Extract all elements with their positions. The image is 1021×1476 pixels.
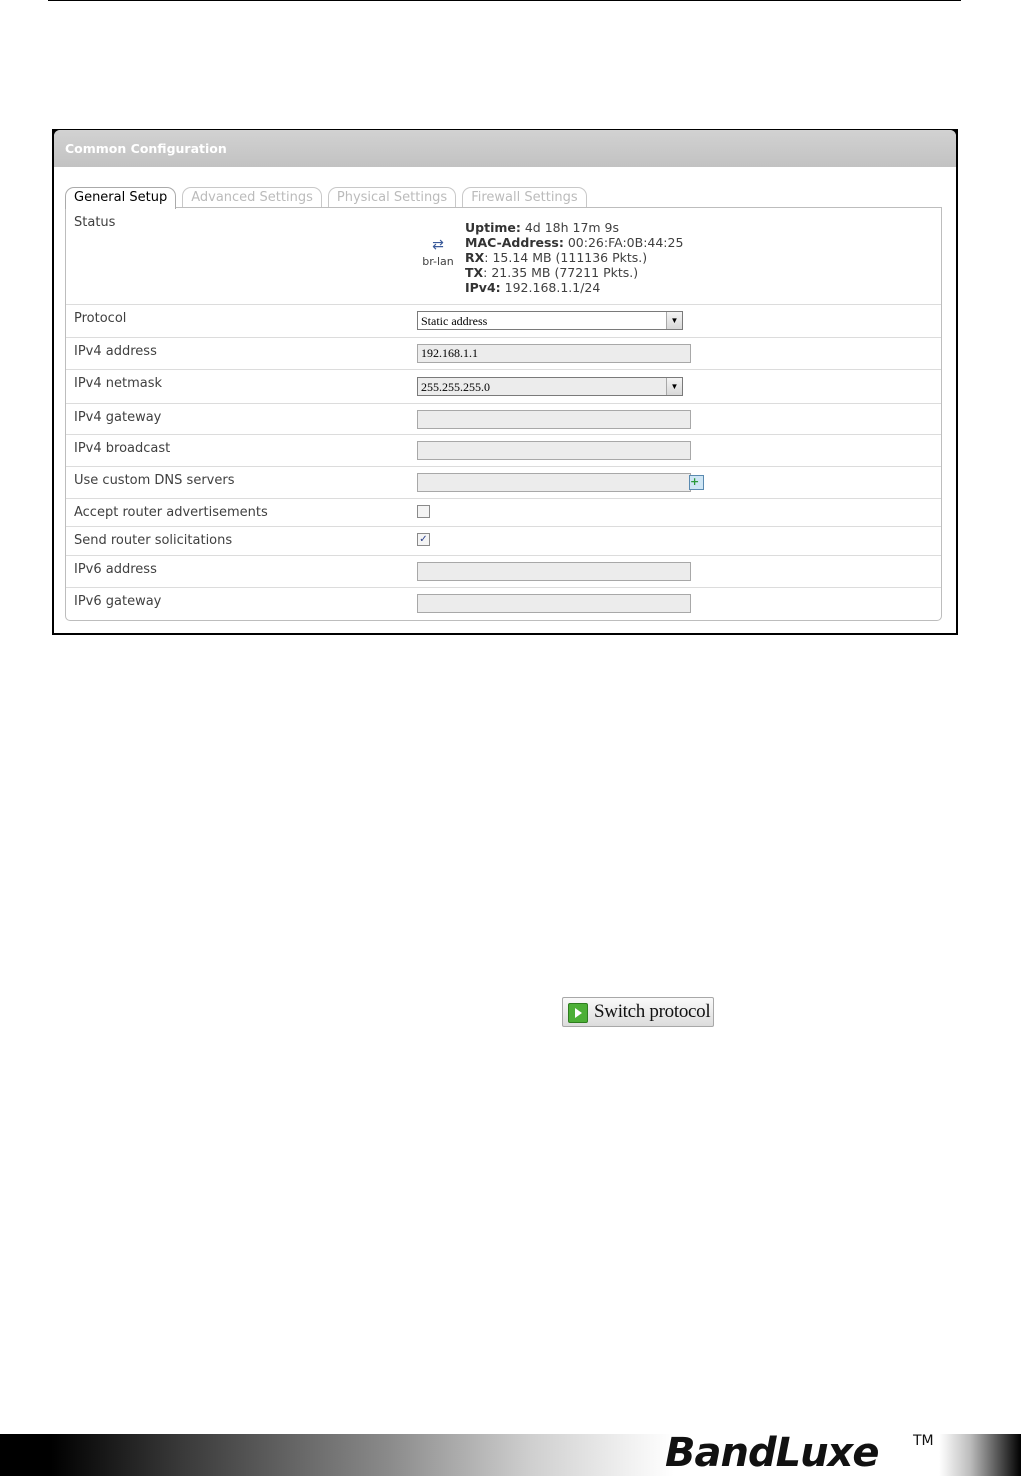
config-panel (54, 130, 956, 633)
ipv4-gateway-row (66, 404, 941, 435)
ipv4-address-row (66, 338, 941, 370)
status-label: Status (74, 215, 116, 230)
add-icon[interactable]: + (689, 475, 704, 490)
network-icon: ⇄ (432, 237, 444, 253)
ipv4-netmask-select[interactable] (417, 377, 683, 396)
ipv4-gateway-label: IPv4 gateway (74, 410, 162, 425)
ipv4-netmask-label: IPv4 netmask (74, 376, 163, 391)
ipv6-gateway-label: IPv6 gateway (74, 594, 162, 609)
interface-badge (417, 238, 459, 268)
send-rs-label: Send router solicitations (74, 533, 233, 548)
accept-ra-checkbox[interactable]: ☐ (417, 505, 430, 518)
send-rs-checkbox[interactable]: ✓ (417, 533, 430, 546)
rx-value: : 15.14 MB (111136 Pkts.) (484, 250, 648, 265)
ipv4-broadcast-input[interactable] (417, 441, 691, 460)
protocol-row (66, 305, 941, 338)
ipv4-netmask-value: 255.255.255.0 (421, 380, 490, 394)
protocol-label: Protocol (74, 311, 127, 326)
trademark-mark: TM (913, 1433, 934, 1449)
mac-value: 00:26:FA:0B:44:25 (567, 235, 684, 250)
protocol-value: Static address (421, 314, 488, 328)
ipv6-address-label: IPv6 address (74, 562, 157, 577)
interface-name: br-lan (422, 255, 454, 268)
status-row (66, 208, 941, 305)
ipv4-address-label: IPv4 address (74, 344, 157, 359)
general-setup-form (65, 207, 942, 621)
dns-label: Use custom DNS servers (74, 473, 235, 488)
top-rule (48, 0, 961, 1)
dns-input[interactable] (417, 473, 691, 492)
chevron-down-icon[interactable]: ▼ (666, 312, 682, 329)
tab-advanced-settings[interactable]: Advanced Settings (182, 187, 322, 208)
ipv4-broadcast-label: IPv4 broadcast (74, 441, 171, 456)
mac-label: MAC-Address: (465, 235, 564, 250)
ipv6-gateway-input[interactable] (417, 594, 691, 613)
switch-protocol-button[interactable] (562, 997, 714, 1027)
tx-value: : 21.35 MB (77211 Pkts.) (483, 265, 639, 280)
status-details (465, 220, 683, 295)
accept-ra-label: Accept router advertisements (74, 505, 268, 520)
ipv4-gateway-input[interactable] (417, 410, 691, 429)
panel-title: Common Configuration (54, 130, 956, 167)
tab-bar (65, 187, 587, 209)
tx-label: TX (465, 265, 484, 280)
uptime-value: 4d 18h 17m 9s (524, 220, 620, 235)
ipv4-broadcast-row (66, 435, 941, 467)
send-rs-row (66, 527, 941, 556)
tab-physical-settings[interactable]: Physical Settings (328, 187, 456, 208)
play-icon (568, 1003, 588, 1023)
ipv6-gateway-row (66, 588, 941, 619)
ipv4-value: 192.168.1.1/24 (504, 280, 601, 295)
dns-control (417, 473, 707, 492)
ipv4-label: IPv4: (465, 280, 501, 295)
rx-label: RX (465, 250, 485, 265)
uptime-label: Uptime: (465, 220, 521, 235)
tab-firewall-settings[interactable]: Firewall Settings (462, 187, 586, 208)
switch-protocol-label: Switch protocol (594, 1001, 711, 1022)
ipv6-address-row (66, 556, 941, 588)
ipv4-address-input[interactable]: 192.168.1.1 (417, 344, 691, 363)
ipv6-address-input[interactable] (417, 562, 691, 581)
ipv4-netmask-row (66, 370, 941, 404)
dns-row (66, 467, 941, 499)
chevron-down-icon[interactable]: ▼ (666, 378, 682, 395)
brand-logo: BandLuxe (665, 1430, 879, 1476)
screenshot-frame (52, 129, 958, 635)
accept-ra-row (66, 499, 941, 527)
protocol-select[interactable] (417, 311, 683, 330)
tab-general-setup[interactable]: General Setup (65, 187, 176, 209)
